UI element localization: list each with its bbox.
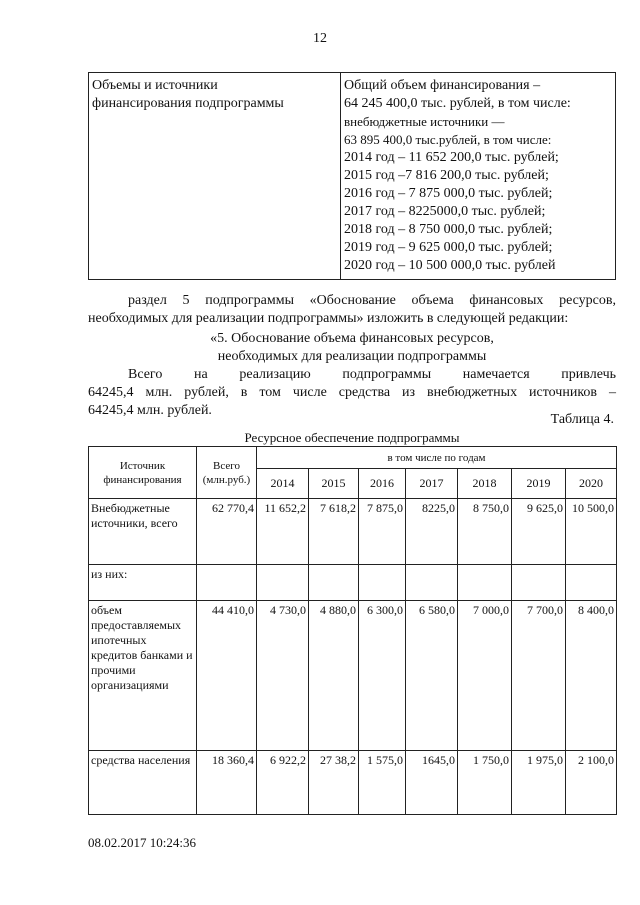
paragraph-line: раздел 5 подпрограммы «Обоснование объема финансовых ресурсов,: [128, 293, 616, 308]
heading-line: необходимых для реализации подпрограммы: [217, 349, 487, 364]
row-value: 1645,0: [406, 751, 458, 815]
resource-table: [88, 446, 617, 815]
row-value: 8 750,0: [458, 499, 512, 565]
year-header: 2015: [309, 469, 359, 499]
paragraph-line: необходимых для реализации подпрограммы» изложить в следующей редакции:: [88, 311, 569, 326]
row-value: 9 625,0: [512, 499, 566, 565]
row-total: 62 770,4: [197, 499, 257, 565]
info-label-line: финансирования подпрограммы: [92, 96, 284, 111]
total-header: Всего (млн.руб.): [197, 447, 257, 499]
row-value: 6 300,0: [359, 601, 406, 751]
table-caption: Ресурсное обеспечение подпрограммы: [244, 430, 460, 445]
footer-timestamp: 08.02.2017 10:24:36: [88, 835, 196, 850]
row-value: [566, 565, 617, 601]
row-value: 27 38,2: [309, 751, 359, 815]
year-header: 2019: [512, 469, 566, 499]
row-label: средства населения: [89, 751, 197, 815]
info-value-line: 64 245 400,0 тыс. рублей, в том числе:: [344, 96, 571, 111]
page-number: 12: [313, 31, 327, 46]
table-row: [89, 751, 617, 815]
info-value-line: Общий объем финансирования –: [344, 78, 541, 93]
info-value-line: 2014 год – 11 652 200,0 тыс. рублей;: [344, 150, 559, 165]
info-label-line: Объемы и источники: [92, 78, 218, 93]
info-value-cell: [341, 73, 616, 280]
row-value: 7 000,0: [458, 601, 512, 751]
info-value-line: 2018 год – 8 750 000,0 тыс. рублей;: [344, 222, 553, 237]
table-row: [89, 499, 617, 565]
year-header: 2014: [257, 469, 309, 499]
row-value: 4 730,0: [257, 601, 309, 751]
row-value: 7 875,0: [359, 499, 406, 565]
info-value-line: 2019 год – 9 625 000,0 тыс. рублей;: [344, 240, 553, 255]
info-value-line: 2015 год –7 816 200,0 тыс. рублей;: [344, 168, 549, 183]
row-value: 7 700,0: [512, 601, 566, 751]
row-value: 4 880,0: [309, 601, 359, 751]
row-value: 8225,0: [406, 499, 458, 565]
funding-paragraph: [88, 366, 616, 420]
table-row: [89, 73, 616, 280]
row-value: 8 400,0: [566, 601, 617, 751]
heading-line: «5. Обоснование объема финансовых ресурсов,: [210, 331, 494, 346]
paragraph-line: 64245,4 млн. рублей.: [88, 403, 212, 418]
financing-info-table: [88, 72, 616, 280]
table-number: Таблица 4.: [550, 412, 614, 427]
row-value: 6 922,2: [257, 751, 309, 815]
row-total: [197, 565, 257, 601]
row-value: 2 100,0: [566, 751, 617, 815]
row-value: [512, 565, 566, 601]
row-value: 1 750,0: [458, 751, 512, 815]
table-row: [89, 601, 617, 751]
paragraph-line: 64245,4 млн. рублей, в том числе средства из внебюджетных источников –: [88, 385, 616, 400]
info-label-cell: [89, 73, 341, 280]
row-label: из них:: [89, 565, 197, 601]
row-value: 1 975,0: [512, 751, 566, 815]
row-value: 6 580,0: [406, 601, 458, 751]
info-value-line: 2016 год – 7 875 000,0 тыс. рублей;: [344, 186, 553, 201]
table-row: [89, 565, 617, 601]
section-heading: [88, 330, 616, 366]
year-header: 2017: [406, 469, 458, 499]
table-header-row: [89, 447, 617, 469]
amendment-paragraph: [88, 292, 616, 328]
year-header: 2016: [359, 469, 406, 499]
row-value: 1 575,0: [359, 751, 406, 815]
row-value: 10 500,0: [566, 499, 617, 565]
years-group-header: в том числе по годам: [257, 447, 617, 469]
row-value: [458, 565, 512, 601]
row-value: [309, 565, 359, 601]
info-value-line: 2020 год – 10 500 000,0 тыс. рублей: [344, 258, 556, 273]
year-header: 2020: [566, 469, 617, 499]
row-total: 18 360,4: [197, 751, 257, 815]
row-total: 44 410,0: [197, 601, 257, 751]
row-label: объем предоставляемых ипотечных кредитов банками и прочими организациями: [89, 601, 197, 751]
paragraph-line: Всего на реализацию подпрограммы намечается привлечь: [128, 367, 616, 382]
row-value: [359, 565, 406, 601]
info-value-line: 63 895 400,0 тыс.рублей, в том числе:: [344, 132, 552, 147]
info-value-line: 2017 год – 8225000,0 тыс. рублей;: [344, 204, 546, 219]
info-value-line: внебюджетные источники —: [344, 114, 505, 129]
row-label: Внебюджетные источники, всего: [89, 499, 197, 565]
source-header: Источник финансирования: [89, 447, 197, 499]
year-header: 2018: [458, 469, 512, 499]
row-value: 7 618,2: [309, 499, 359, 565]
row-value: [406, 565, 458, 601]
row-value: [257, 565, 309, 601]
row-value: 11 652,2: [257, 499, 309, 565]
